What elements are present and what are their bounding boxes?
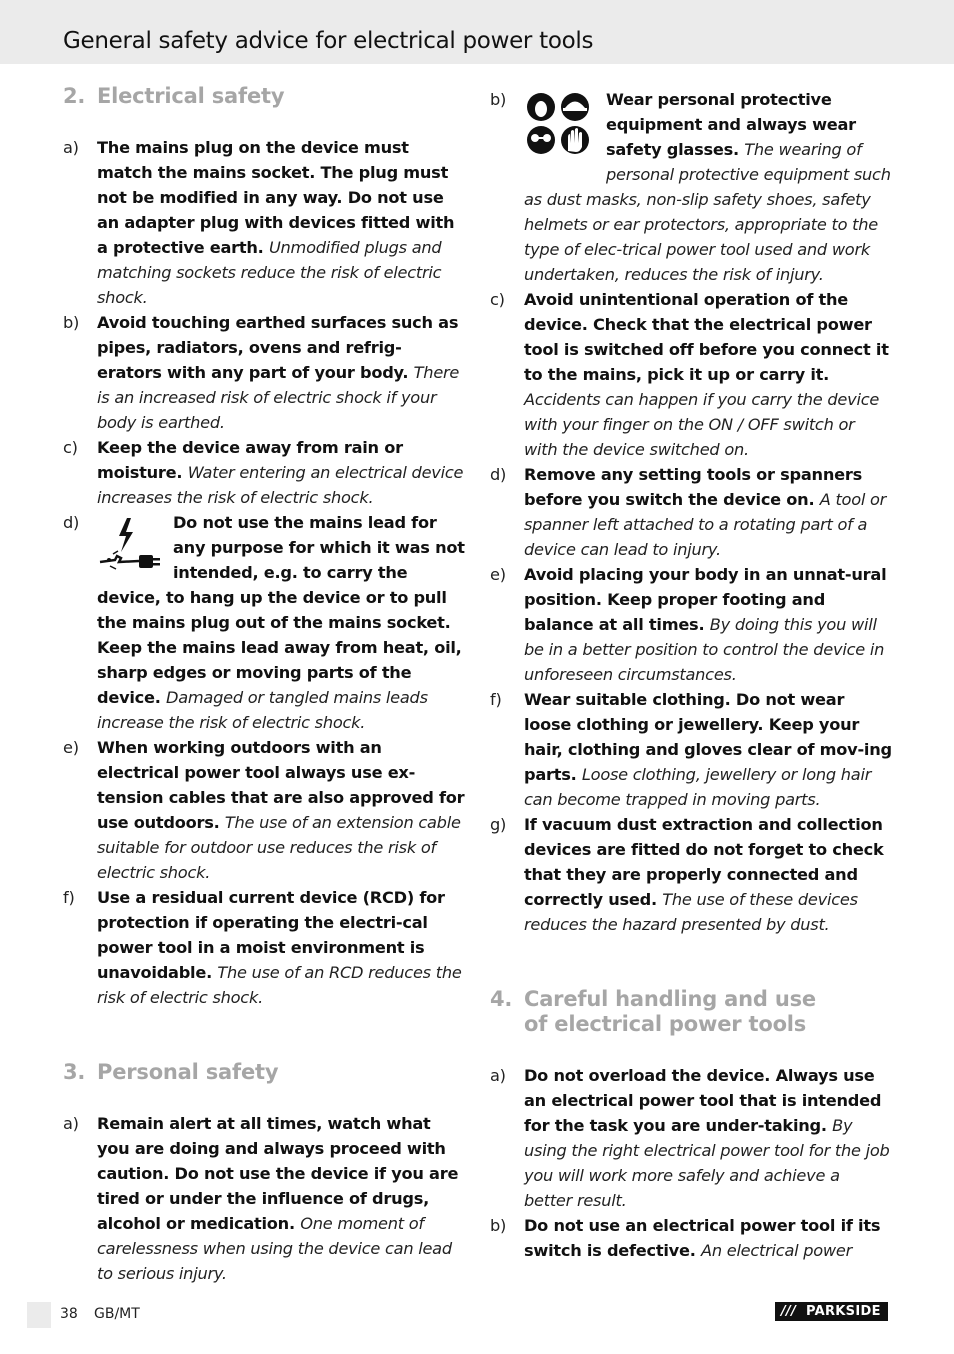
item-explanation: An electrical power (701, 1241, 853, 1260)
section-number: 2. (63, 84, 86, 108)
list-item (490, 562, 892, 687)
list-item (490, 812, 892, 937)
left-column (63, 84, 465, 1286)
item-explanation: The use of an RCD reduces the risk of electric shock. (97, 963, 462, 1007)
item-explanation: The use of these devices reduces the hazard presented by dust. (524, 890, 858, 934)
section-heading-electrical-safety (63, 84, 465, 109)
parkside-logo (775, 1302, 888, 1321)
item-letter: f) (490, 690, 502, 709)
item-instruction: Avoid unintentional operation of the device. Check that the electrical power tool is switched off before you connect it to the mains, pick it up or carry it. (524, 290, 889, 384)
item-explanation: By doing this you will be in a better position to control the device in unforeseen circumstances. (524, 615, 885, 684)
item-instruction: Remain alert at all times, watch what you are doing and always proceed with caution. Do not use the device if you are tired or under the influence of drugs, alcohol or medication. (97, 1114, 459, 1233)
right-column (490, 87, 892, 1263)
list-item (63, 1111, 465, 1286)
list-item (490, 462, 892, 562)
list-item (490, 1063, 892, 1213)
item-explanation: There is an increased risk of electric shock if your body is earthed. (97, 363, 460, 432)
list-item (490, 87, 892, 287)
item-explanation: The wearing of personal protective equipment such as dust masks, non-slip safety shoes, safety helmets or ear protectors, appropriate to the type of elec-trical power tool used and work undertaken, reduces the risk of injury. (524, 140, 891, 284)
page-header (0, 0, 954, 64)
item-letter: g) (490, 815, 507, 834)
footer-page-box (27, 1302, 51, 1328)
item-instruction: Remove any setting tools or spanners before you switch the device on. (524, 465, 862, 509)
section-title-line2: of electrical power tools (524, 1012, 807, 1036)
item-instruction: Wear personal protective equipment and always wear safety glasses. (606, 90, 856, 159)
section-heading-personal-safety (63, 1060, 465, 1085)
item-explanation: One moment of carelessness when using the device can lead to serious injury. (97, 1214, 452, 1283)
item-letter: e) (490, 565, 506, 584)
list-item (63, 735, 465, 885)
item-letter: b) (490, 1216, 507, 1235)
electric-hazard-icon (97, 514, 163, 583)
item-letter: b) (490, 90, 507, 109)
item-instruction: Do not use the mains lead for any purpose for which it was not intended, e.g. to carry the device, to hang up the device or to pull the mains plug out of the mains socket. Keep the mains lead away from heat, oil, sharp edges or moving parts of the device. (97, 513, 465, 707)
item-instruction: Do not overload the device. Always use an electrical power tool that is intended for the task you are under-taking. (524, 1066, 882, 1135)
page-number: 38 (60, 1306, 78, 1322)
page-title: General safety advice for electrical power tools (63, 28, 594, 54)
item-instruction: Wear suitable clothing. Do not wear loose clothing or jewellery. Keep your hair, clothing and gloves clear of mov-ing parts. (524, 690, 892, 784)
item-instruction: When working outdoors with an electrical power tool always use ex-tension cables that are also approved for use outdoors. (97, 738, 465, 832)
item-letter: a) (63, 1114, 79, 1133)
item-instruction: If vacuum dust extraction and collection devices are fitted do not forget to check that they are properly connected and correctly used. (524, 815, 884, 909)
item-letter: b) (63, 313, 80, 332)
list-item (63, 135, 465, 310)
section-heading-careful-handling (490, 987, 892, 1037)
item-letter: e) (63, 738, 79, 757)
section-number: 4. (490, 987, 513, 1011)
item-letter: d) (490, 465, 507, 484)
item-explanation: A tool or spanner left attached to a rotating part of a device can lead to injury. (524, 490, 887, 559)
item-letter: f) (63, 888, 75, 907)
list-item (490, 287, 892, 462)
list-item (490, 1213, 892, 1263)
item-explanation: Loose clothing, jewellery or long hair can become trapped in moving parts. (524, 765, 872, 809)
locale-label: GB/MT (94, 1306, 140, 1322)
section-title: Electrical safety (97, 84, 285, 108)
section-title: Personal safety (97, 1060, 279, 1084)
list-item (63, 510, 465, 735)
item-letter: a) (490, 1066, 506, 1085)
section-number: 3. (63, 1060, 86, 1084)
item-instruction: Use a residual current device (RCD) for protection if operating the electri-cal power tool in a moist environment is unavoidable. (97, 888, 445, 982)
item-explanation: Water entering an electrical device increases the risk of electric shock. (97, 463, 464, 507)
item-instruction: Do not use an electrical power tool if its switch is defective. (524, 1216, 881, 1260)
list-item (63, 435, 465, 510)
item-instruction: Avoid touching earthed surfaces such as pipes, radiators, ovens and refrig-erators with any part of your body. (97, 313, 459, 382)
list-item (63, 310, 465, 435)
item-explanation: By using the right electrical power tool for the job you will work more safely and achieve a better result. (524, 1116, 890, 1210)
item-instruction: Avoid placing your body in an unnat-ural position. Keep proper footing and balance at all times. (524, 565, 887, 634)
item-explanation: Damaged or tangled mains leads increase the risk of electric shock. (97, 688, 428, 732)
list-item (63, 885, 465, 1010)
ppe-icon (524, 91, 596, 164)
item-explanation: Unmodified plugs and matching sockets reduce the risk of electric shock. (97, 238, 442, 307)
item-letter: c) (490, 290, 505, 309)
item-letter: a) (63, 138, 79, 157)
item-letter: c) (63, 438, 78, 457)
logo-text: PARKSIDE (806, 1304, 881, 1319)
item-explanation: Accidents can happen if you carry the device with your finger on the ON / OFF switch or with the device switched on. (524, 390, 880, 459)
item-instruction: Keep the device away from rain or moisture. (97, 438, 403, 482)
logo-mark: /// (781, 1304, 797, 1319)
section-title-line1: Careful handling and use (524, 987, 816, 1011)
item-instruction: The mains plug on the device must match the mains socket. The plug must not be modified in any way. Do not use an adapter plug with devices fitted with a protective earth. (97, 138, 455, 257)
item-explanation: The use of an extension cable suitable for outdoor use reduces the risk of electric shock. (97, 813, 461, 882)
item-letter: d) (63, 513, 80, 532)
list-item (490, 687, 892, 812)
